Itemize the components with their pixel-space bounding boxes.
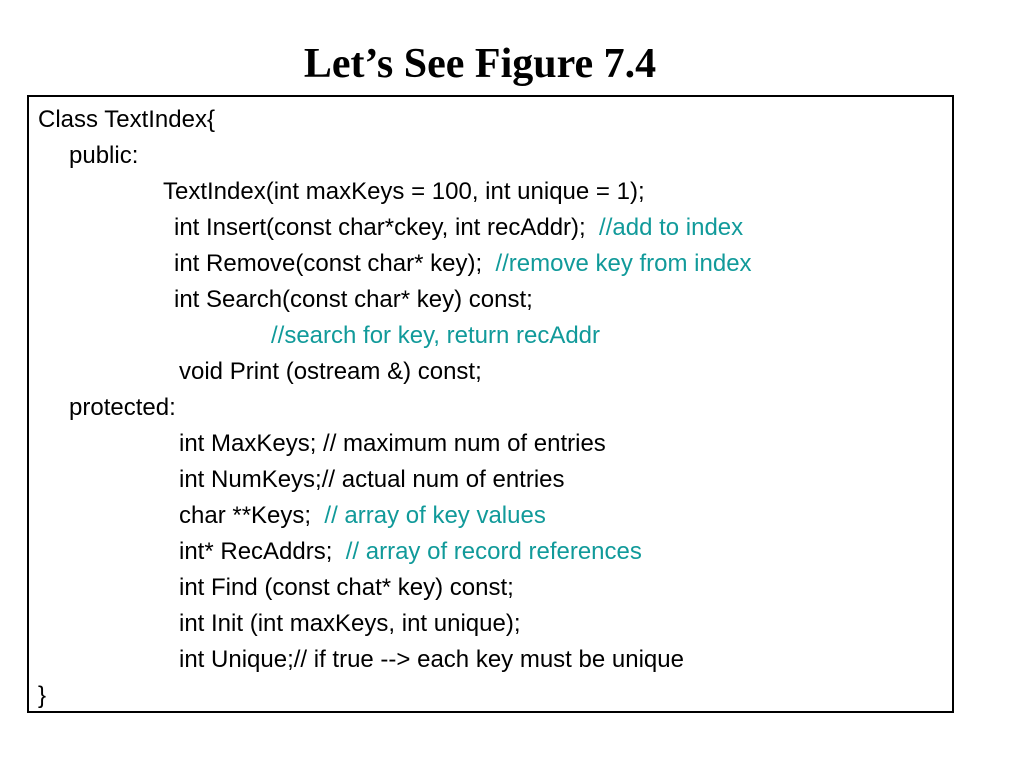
code-line-maxkeys: int MaxKeys; // maximum num of entries: [179, 430, 606, 457]
code-line-class-open: Class TextIndex{: [38, 106, 215, 133]
code-line-public: public:: [69, 142, 139, 169]
code-insert-text: int Insert(const char*ckey, int recAddr);: [174, 214, 586, 241]
code-line-init: int Init (int maxKeys, int unique);: [179, 610, 521, 637]
code-line-class-close: }: [38, 682, 47, 709]
code-line-unique: int Unique;// if true --> each key must be unique: [179, 646, 684, 673]
code-line-print: void Print (ostream &) const;: [179, 358, 482, 385]
code-line-constructor: TextIndex(int maxKeys = 100, int unique = 1);: [163, 178, 645, 205]
code-line-keys: [179, 501, 546, 531]
code-remove-comment: //remove key from index: [495, 250, 752, 277]
code-keys-comment: // array of key values: [324, 502, 546, 529]
code-line-protected: protected:: [69, 394, 176, 421]
code-remove-text: int Remove(const char* key);: [174, 250, 483, 277]
slide-title: Let’s See Figure 7.4: [303, 41, 657, 87]
code-line-recaddrs: [179, 537, 642, 567]
code-keys-text: char **Keys;: [179, 502, 312, 529]
code-insert-comment: //add to index: [599, 214, 744, 241]
code-line-remove: [174, 249, 752, 279]
code-recaddrs-comment: // array of record references: [345, 538, 642, 565]
code-line-numkeys: int NumKeys;// actual num of entries: [179, 466, 565, 493]
code-line-search: int Search(const char* key) const;: [174, 286, 533, 313]
code-line-search-comment: //search for key, return recAddr: [271, 322, 601, 349]
code-recaddrs-text: int* RecAddrs;: [179, 538, 333, 565]
code-line-insert: [174, 213, 743, 243]
code-line-find: int Find (const chat* key) const;: [179, 574, 514, 601]
code-listing-box: [27, 95, 954, 713]
